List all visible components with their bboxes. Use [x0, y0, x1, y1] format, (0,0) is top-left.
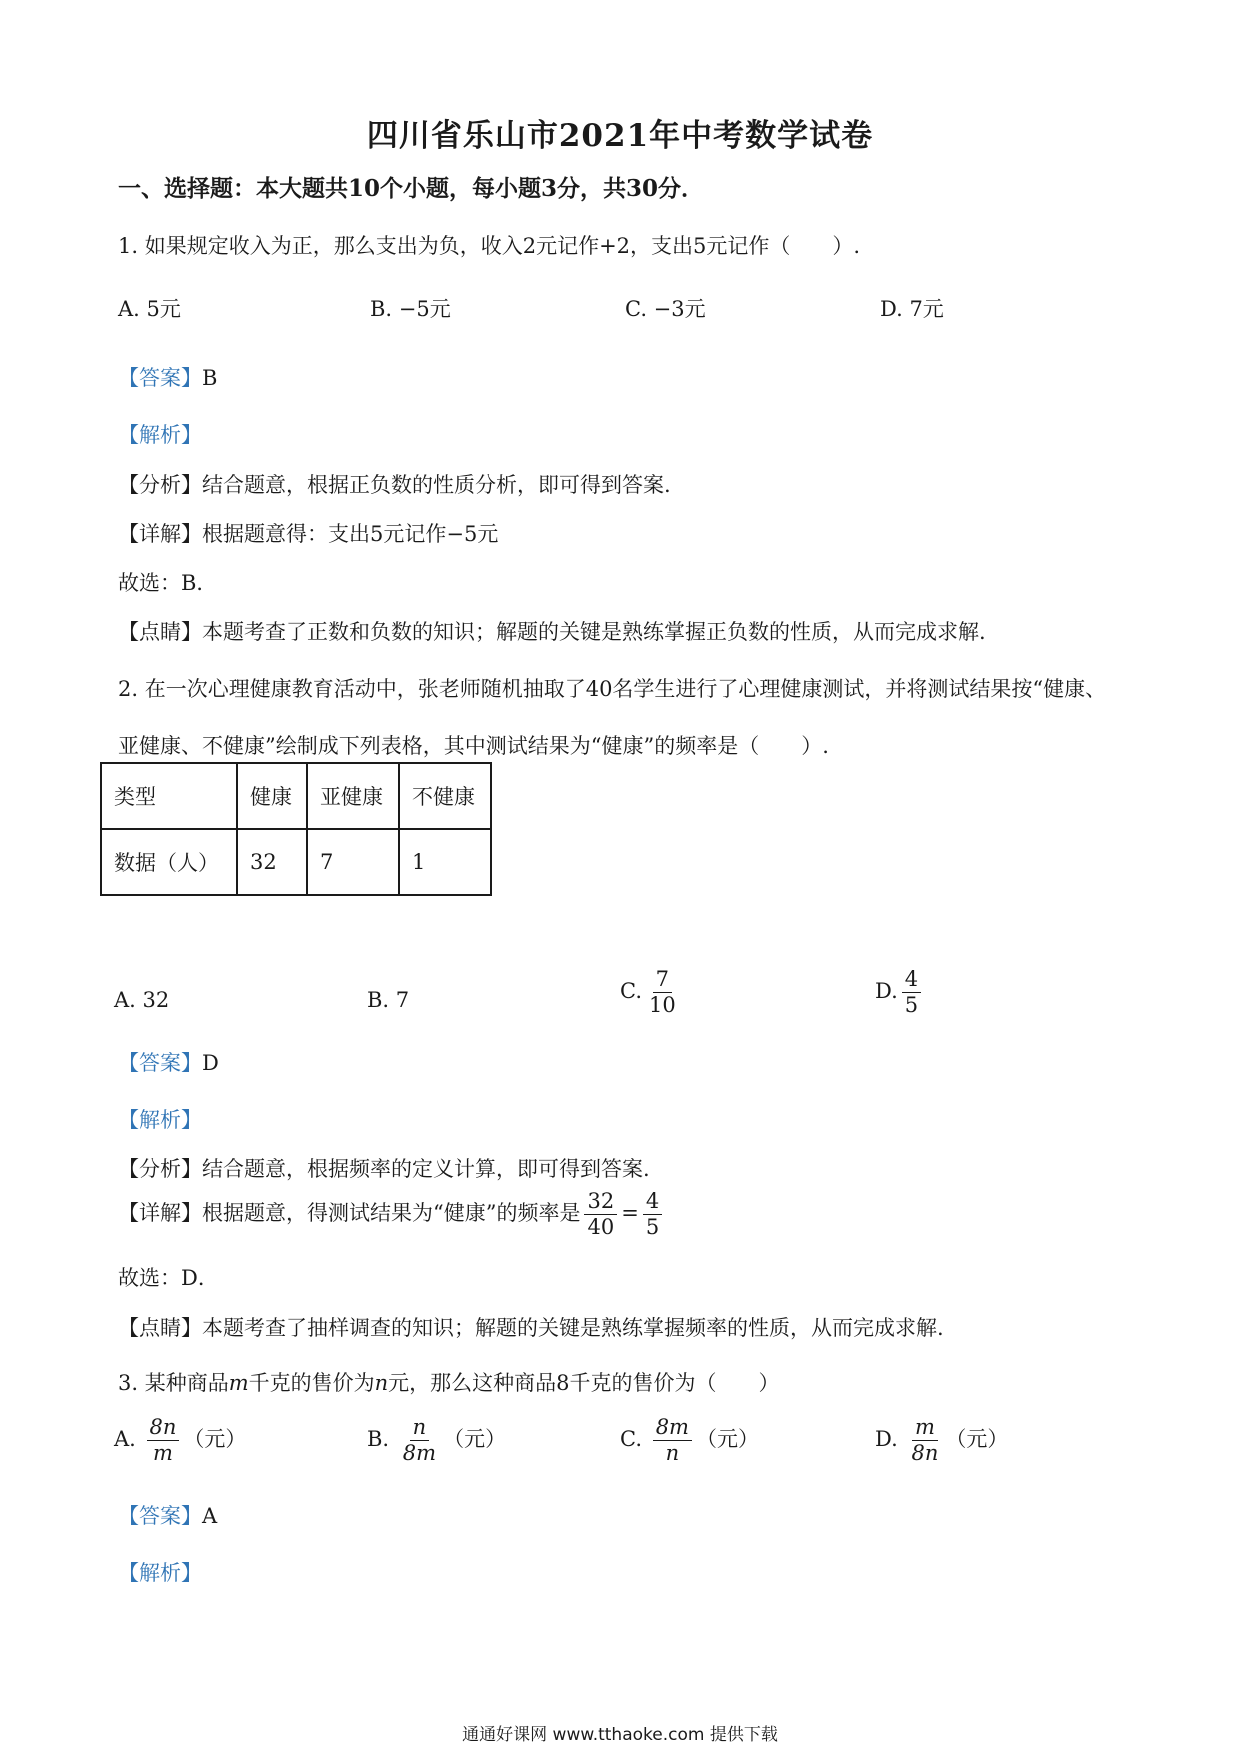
- equals-sign: =: [621, 1201, 639, 1226]
- q1-stem: 1. 如果规定收入为正，那么支出为负，收入2元记作+2，支出5元记作（ ）.: [118, 234, 861, 258]
- fraction-numerator: 8n: [147, 1416, 180, 1441]
- table-cell: 7: [307, 829, 399, 895]
- fraction-numerator: 4: [643, 1190, 662, 1215]
- fraction-denominator: 10: [649, 993, 676, 1018]
- fraction: [584, 1190, 617, 1239]
- detail-label: 【详解】: [118, 522, 202, 546]
- unit: （元）: [183, 1427, 247, 1452]
- fraction-denominator: 8m: [402, 1441, 437, 1466]
- q2-analysis: [118, 1153, 650, 1183]
- fraction-denominator: n: [665, 1441, 680, 1466]
- q3-option-a: [114, 1416, 246, 1465]
- footer-source: 通通好课网 www.tthaoke.com 提供下载: [462, 1725, 778, 1745]
- q1-option-b: B. −5元: [370, 297, 451, 321]
- fraction: [646, 968, 679, 1017]
- fraction: [147, 1416, 180, 1465]
- analysis-label: 【分析】: [118, 473, 202, 497]
- q2-option-d: [875, 968, 925, 1017]
- q3-answer: [118, 1500, 217, 1530]
- answer-value: D: [202, 1051, 219, 1075]
- q3-stem: [118, 1367, 780, 1397]
- fraction: [643, 1190, 662, 1239]
- fraction-numerator: 4: [902, 968, 921, 993]
- q2-option-b: B. 7: [367, 988, 410, 1012]
- q1-jiexi-label: 【解析】: [118, 423, 202, 447]
- answer-label: 【答案】: [118, 1051, 202, 1075]
- table-row: [101, 829, 491, 895]
- fraction-numerator: n: [410, 1416, 430, 1441]
- comment-text: 本题考查了抽样调查的知识；解题的关键是熟练掌握频率的性质，从而完成求解.: [202, 1316, 944, 1340]
- fraction-numerator: m: [912, 1416, 938, 1441]
- option-label: C.: [620, 1427, 642, 1452]
- q2-option-c: [620, 968, 683, 1017]
- q3-option-c: [620, 1416, 759, 1465]
- fraction-denominator: 5: [645, 1215, 660, 1240]
- q2-detail: [118, 1190, 666, 1239]
- variable-m: m: [228, 1371, 249, 1395]
- detail-label: 【详解】: [118, 1201, 202, 1226]
- q1-analysis: [118, 469, 671, 499]
- fraction: [400, 1416, 439, 1465]
- stem-part: 千克的售价为: [248, 1371, 375, 1395]
- q3-option-d: [875, 1416, 1008, 1465]
- option-label: D.: [875, 979, 898, 1004]
- answer-label: 【答案】: [118, 1504, 202, 1528]
- q2-comment: [118, 1312, 944, 1342]
- fraction: [908, 1416, 941, 1465]
- table-row: [101, 763, 491, 829]
- table-cell: 数据（人）: [101, 829, 237, 895]
- q2-choice: 故选：D．: [118, 1266, 219, 1290]
- q3-jiexi-label: 【解析】: [118, 1561, 202, 1585]
- q2-stem-line1: 2. 在一次心理健康教育活动中，张老师随机抽取了40名学生进行了心理健康测试，并将测试结果按“健康、: [118, 677, 1107, 701]
- analysis-text: 结合题意，根据正负数的性质分析，即可得到答案.: [202, 473, 671, 497]
- table-cell: 类型: [101, 763, 237, 829]
- q3-option-b: [367, 1416, 506, 1465]
- option-label: B.: [367, 1427, 390, 1452]
- stem-part: 3. 某种商品: [118, 1371, 229, 1395]
- q1-comment: [118, 616, 986, 646]
- page-title: 四川省乐山市2021年中考数学试卷: [366, 118, 874, 154]
- variable-n: n: [374, 1371, 389, 1395]
- stem-part: 元，那么这种商品8千克的售价为（ ）: [388, 1371, 780, 1395]
- q1-option-c: C. −3元: [625, 297, 706, 321]
- fraction-numerator: 32: [584, 1190, 617, 1215]
- comment-text: 本题考查了正数和负数的知识；解题的关键是熟练掌握正负数的性质，从而完成求解.: [202, 620, 986, 644]
- q1-option-d: D. 7元: [880, 297, 944, 321]
- comment-label: 【点睛】: [118, 620, 202, 644]
- section-heading: 一、选择题：本大题共10个小题，每小题3分，共30分．: [118, 175, 705, 202]
- q1-choice: 故选：B．: [118, 571, 218, 595]
- answer-value: A: [202, 1504, 218, 1528]
- fraction-numerator: 7: [653, 968, 672, 993]
- table-cell: 不健康: [399, 763, 491, 829]
- answer-value: B: [202, 366, 218, 390]
- table-cell: 1: [399, 829, 491, 895]
- unit: （元）: [695, 1427, 759, 1452]
- fraction-denominator: m: [153, 1441, 173, 1466]
- unit: （元）: [945, 1427, 1009, 1452]
- answer-label: 【答案】: [118, 366, 202, 390]
- fraction: [653, 1416, 692, 1465]
- analysis-text: 结合题意，根据频率的定义计算，即可得到答案.: [202, 1157, 650, 1181]
- table-cell: 32: [237, 829, 307, 895]
- fraction: [902, 968, 921, 1017]
- fraction-denominator: 5: [904, 993, 919, 1018]
- fraction-numerator: 8m: [653, 1416, 692, 1441]
- unit: （元）: [443, 1427, 507, 1452]
- q1-answer: [118, 362, 217, 392]
- option-label: D.: [875, 1427, 898, 1452]
- table-cell: 亚健康: [307, 763, 399, 829]
- fraction-denominator: 8n: [911, 1441, 939, 1466]
- q2-answer: [118, 1047, 219, 1077]
- fraction-denominator: 40: [587, 1215, 615, 1240]
- q1-option-a: A. 5元: [118, 297, 181, 321]
- q2-jiexi-label: 【解析】: [118, 1108, 202, 1132]
- table-cell: 健康: [237, 763, 307, 829]
- q2-stem-line2: 亚健康、不健康”绘制成下列表格，其中测试结果为“健康”的频率是（ ）.: [118, 734, 829, 758]
- option-label: A.: [114, 1427, 136, 1452]
- q2-table: [100, 762, 492, 896]
- q1-detail: [118, 518, 498, 548]
- comment-label: 【点睛】: [118, 1316, 202, 1340]
- q2-option-a: A. 32: [114, 988, 170, 1012]
- option-label: C.: [620, 979, 642, 1004]
- analysis-label: 【分析】: [118, 1157, 202, 1181]
- detail-text: 根据题意得：支出5元记作−5元: [202, 522, 499, 546]
- detail-text: 根据题意，得测试结果为“健康”的频率是: [202, 1201, 581, 1226]
